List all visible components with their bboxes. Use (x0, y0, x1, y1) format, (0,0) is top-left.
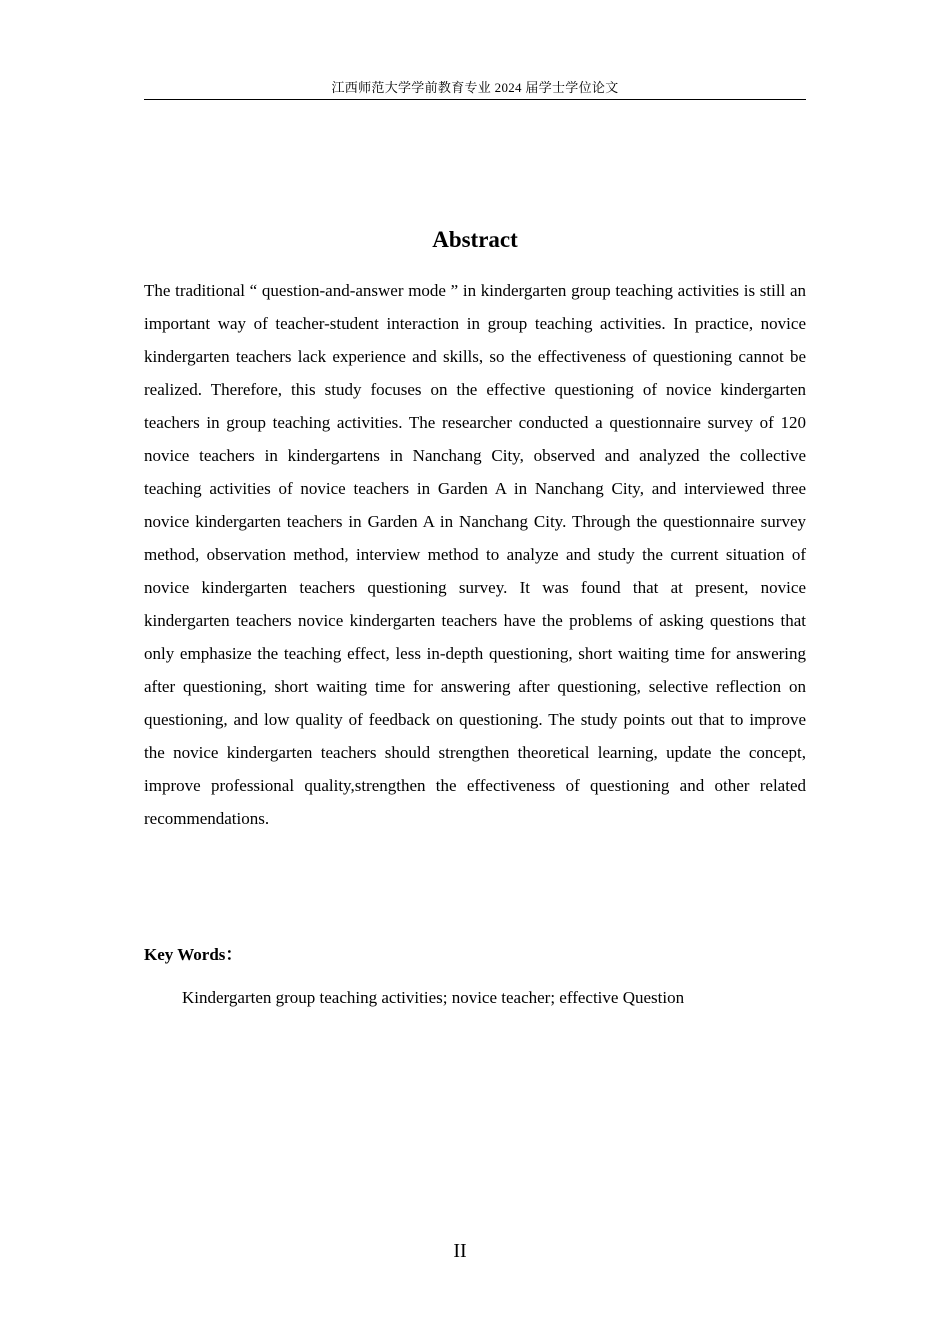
keywords-label: Key Words： (144, 945, 243, 964)
abstract-title: Abstract (432, 227, 518, 252)
keywords-text: Kindergarten group teaching activities; novice teacher; effective Question (182, 988, 685, 1007)
abstract-body (144, 274, 806, 835)
abstract-paragraph: The traditional “ question-and-answer mode ” in kindergarten group teaching activities is still an important way of teacher-student interaction in group teaching activities. In practice, novice kindergarten teachers lack experience and skills, so the effectiveness of questioning cannot be realized. Therefore, this study focuses on the effective questioning of novice kindergarten teachers in group teaching activities. The researcher conducted a questionnaire survey of 120 novice teachers in kindergartens in Nanchang City, observed and analyzed the collective teaching activities of novice teachers in Garden A in Nanchang City, and interviewed three novice kindergarten teachers in Garden A in Nanchang City. Through the questionnaire survey method, observation method, interview method to analyze and study the current situation of novice kindergarten teachers questioning survey. It was found that at present, novice kindergarten teachers novice kindergarten teachers have the problems of asking questions that only emphasize the teaching effect, less in-depth questioning, short waiting time for answering after questioning, short waiting time for answering after questioning, selective reflection on questioning, and low quality of feedback on questioning. The study points out that to improve the novice kindergarten teachers should strengthen theoretical learning, update the concept, improve professional quality,strengthen the effectiveness of questioning and other related recommendations. (144, 281, 806, 828)
running-header: 江西师范大学学前教育专业 2024 届学士学位论文 (331, 80, 619, 95)
page-number: II (453, 1240, 467, 1262)
header-rule (144, 99, 806, 100)
